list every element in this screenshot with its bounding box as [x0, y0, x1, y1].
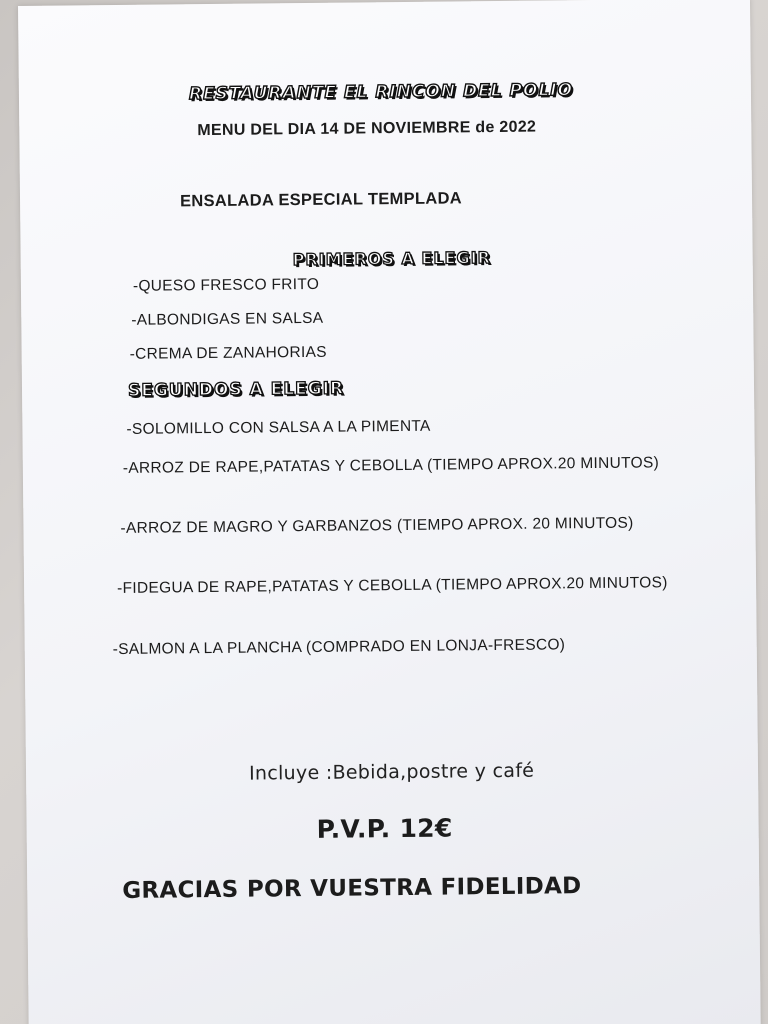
primeros-item: -QUESO FRESCO FRITO	[132, 275, 320, 295]
thanks-message: GRACIAS POR VUESTRA FIDELIDAD	[122, 873, 582, 904]
price: P.V.P. 12€	[316, 813, 453, 844]
segundos-item: -SALMON A LA PLANCHA (COMPRADO EN LONJA-FRESCO)	[112, 636, 566, 659]
primeros-item: -CREMA DE ZANAHORIAS	[129, 343, 327, 363]
segundos-item: -ARROZ DE RAPE,PATATAS Y CEBOLLA (TIEMPO APROX.20 MINUTOS)	[122, 454, 660, 477]
segundos-item: -SOLOMILLO CON SALSA A LA PIMENTA	[126, 417, 431, 438]
primeros-heading: PRIMEROS A ELEGIR	[292, 248, 492, 270]
primeros-item: -ALBONDIGAS EN SALSA	[131, 309, 324, 329]
menu-date: MENU DEL DIA 14 DE NOVIEMBRE de 2022	[197, 118, 537, 140]
segundos-item: -ARROZ DE MAGRO Y GARBANZOS (TIEMPO APROX. 20 MINUTOS)	[120, 514, 634, 537]
segundos-heading: SEGUNDOS A ELEGIR	[127, 378, 345, 401]
restaurant-name: RESTAURANTE EL RINCON DEL POLIO	[188, 80, 574, 105]
starter-dish: ENSALADA ESPECIAL TEMPLADA	[179, 189, 463, 211]
segundos-item: -FIDEGUA DE RAPE,PATATAS Y CEBOLLA (TIEMPO APROX.20 MINUTOS)	[117, 574, 668, 597]
includes-note: Incluye :Bebida,postre y café	[248, 759, 535, 785]
menu-sheet	[18, 0, 761, 1024]
